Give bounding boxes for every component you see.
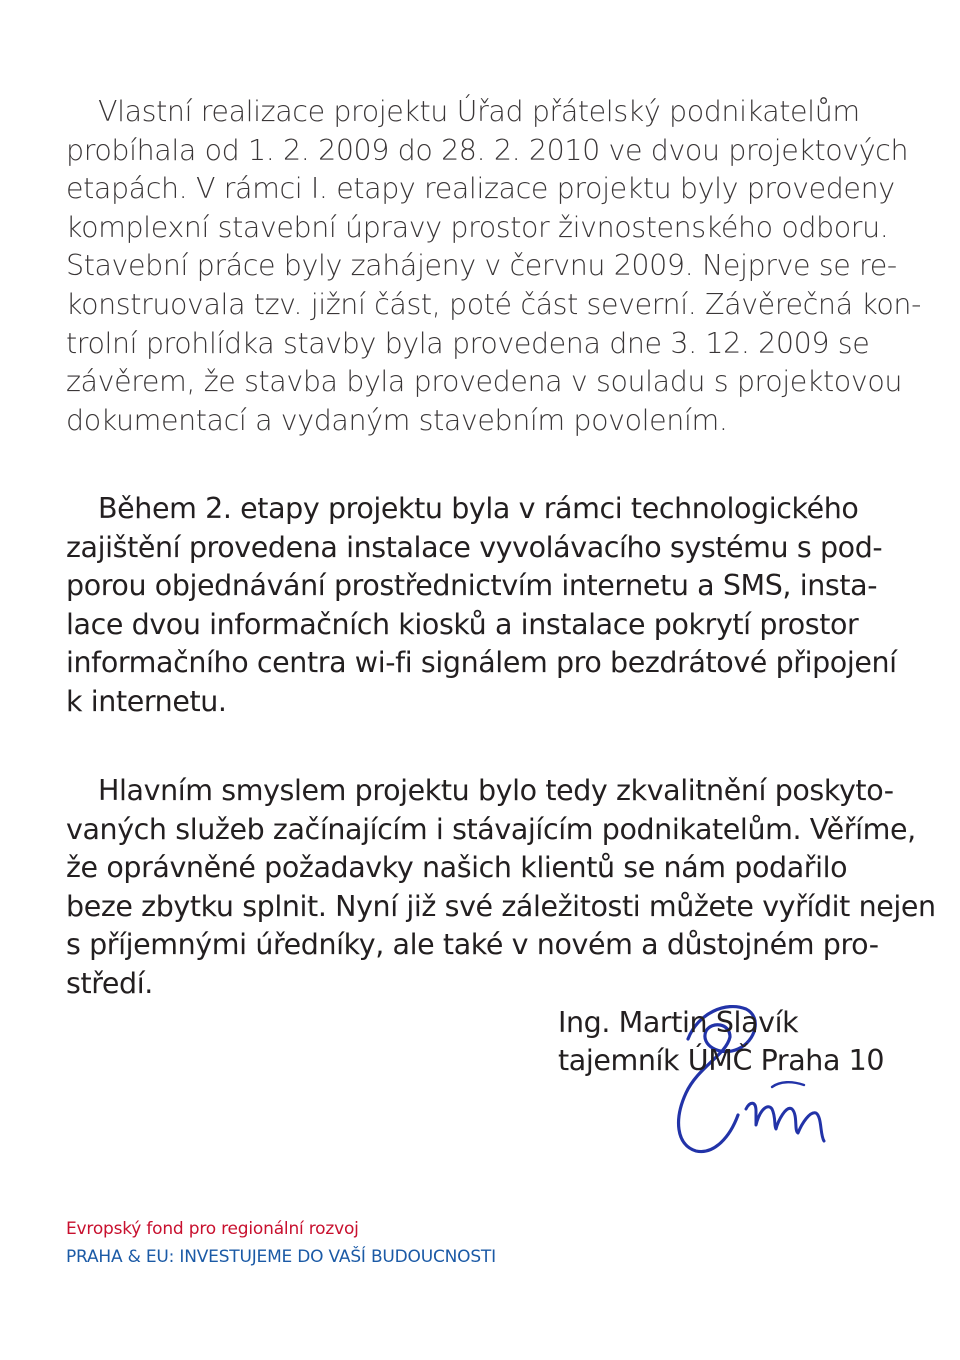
text-line: etapách. V rámci I. etapy realizace projektu byly provedeny <box>66 172 895 206</box>
text-line: s příjemnými úředníky, ale také v novém a důstojném pro- <box>66 928 879 962</box>
text-line: k internetu. <box>66 684 227 718</box>
text-line: vaných služeb začínajícím i stávajícím podnikatelům. Věříme, <box>66 812 916 846</box>
signatory-name: Ing. Martin Slavík <box>558 1006 799 1039</box>
signature-stroke <box>746 1103 824 1141</box>
text-line: trolní prohlídka stavby byla provedena dne 3. 12. 2009 se <box>66 326 870 360</box>
paragraph-project-purpose <box>66 772 936 1004</box>
footer-slogan: PRAHA & EU: INVESTUJEME DO VAŠÍ BUDOUCNOSTI <box>66 1247 496 1267</box>
text-line: konstruovala tzv. jižní část, poté část severní. Závěrečná kon- <box>66 287 921 321</box>
text-line: Během 2. etapy projektu byla v rámci technologického <box>98 492 859 525</box>
text-line: že oprávněné požadavky našich klientů se nám podařilo <box>66 851 848 885</box>
paragraph-project-realization <box>66 93 921 440</box>
text-line: komplexní stavební úpravy prostor živnostenského odboru. <box>66 210 889 244</box>
text-line: středí. <box>66 966 153 1000</box>
text-line: Hlavním smyslem projektu bylo tedy zkvalitnění poskyto- <box>98 774 894 807</box>
text-line: závěrem, že stavba byla provedena v souladu s projektovou <box>66 365 903 399</box>
text-line: lace dvou informačních kiosků a instalace pokrytí prostor <box>66 607 859 641</box>
signature-block <box>558 1004 884 1080</box>
text-line: zajištění provedena instalace vyvolávacího systému s pod- <box>66 530 883 564</box>
text-line: porou objednávání prostřednictvím internetu a SMS, insta- <box>66 569 878 603</box>
text-line: probíhala od 1. 2. 2009 do 28. 2. 2010 ve dvou projektových <box>66 133 909 167</box>
signatory-title: tajemník ÚMČ Praha 10 <box>558 1044 885 1077</box>
text-line: dokumentací a vydaným stavebním povolením. <box>66 403 728 437</box>
text-line: Stavební práce byly zahájeny v červnu 2009. Nejprve se re- <box>66 249 897 283</box>
text-line: beze zbytku splnit. Nyní již své záležitosti můžete vyřídit nejen <box>66 889 936 923</box>
signature-stroke <box>772 1082 804 1087</box>
text-line: Vlastní realizace projektu Úřad přátelský podnikatelům <box>98 95 860 128</box>
text-line: informačního centra wi-fi signálem pro bezdrátové připojení <box>66 646 897 680</box>
paragraph-stage-two <box>66 490 906 722</box>
footer-fund-label: Evropský fond pro regionální rozvoj <box>66 1219 359 1239</box>
